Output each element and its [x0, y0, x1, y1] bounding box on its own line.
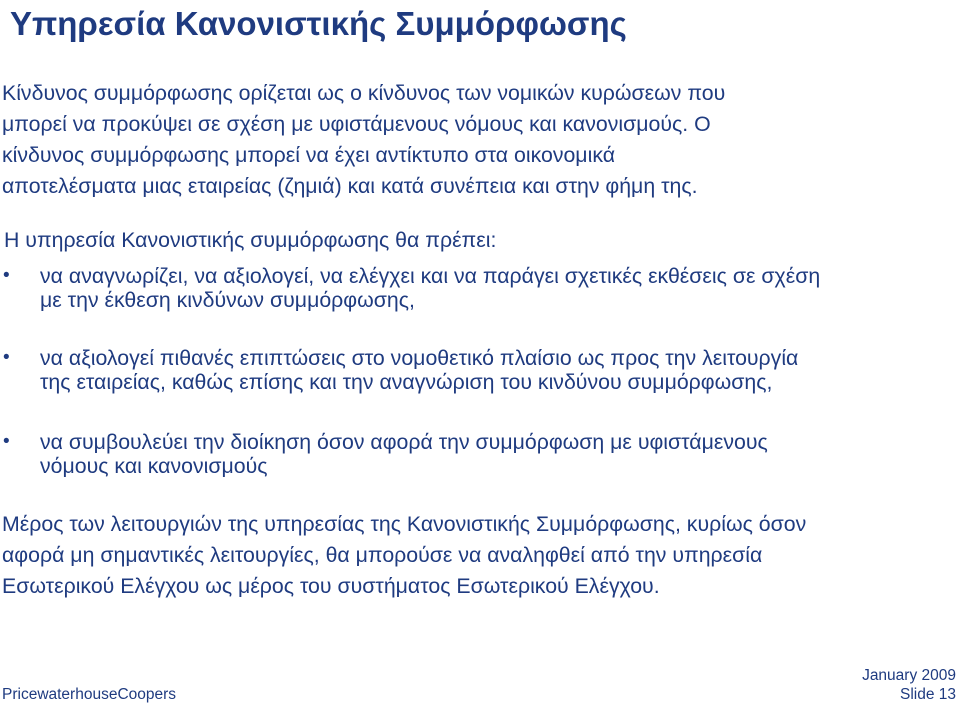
- duty-line: να αναγνωρίζει, να αξιολογεί, να ελέγχει και να παράγει σχετικές εκθέσεις σε σχέση: [40, 264, 821, 288]
- intro-paragraph: [2, 78, 725, 202]
- intro-line: αποτελέσματα μιας εταιρείας (ζημιά) και κατά συνέπεια και στην φήμη της.: [2, 174, 698, 198]
- intro-line: μπορεί να προκύψει σε σχέση με υφιστάμενους νόμους και κανονισμούς. Ο: [2, 112, 711, 136]
- intro-line: κίνδυνος συμμόρφωσης μπορεί να έχει αντίκτυπο στα οικονομικά: [2, 143, 616, 167]
- bullet-dot-icon: •: [3, 431, 10, 452]
- slide-title: Υπηρεσία Κανονιστικής Συμμόρφωσης: [10, 5, 627, 42]
- bullet-dot-icon: •: [3, 347, 10, 368]
- outro-line: αφορά μη σημαντικές λειτουργίες, θα μπορούσε να αναληφθεί από την υπηρεσία: [2, 543, 763, 567]
- footer-slide-number: Slide 13: [899, 686, 956, 703]
- footer-date: January 2009: [862, 667, 956, 684]
- intro-line: Κίνδυνος συμμόρφωσης ορίζεται ως ο κίνδυνος των νομικών κυρώσεων που: [2, 81, 726, 105]
- duty-bullet-text: [40, 264, 820, 312]
- duty-bullet-text: [40, 430, 768, 478]
- duty-line: με την έκθεση κινδύνων συμμόρφωσης,: [40, 288, 415, 312]
- outro-line: Εσωτερικού Ελέγχου ως μέρος του συστήματος Εσωτερικού Ελέγχου.: [2, 574, 660, 598]
- duty-line: της εταιρείας, καθώς επίσης και την αναγνώριση του κινδύνου συμμόρφωσης,: [40, 370, 773, 394]
- duty-line: να αξιολογεί πιθανές επιπτώσεις στο νομοθετικό πλαίσιο ως προς την λειτουργία: [40, 346, 799, 370]
- outro-line: Μέρος των λειτουργιών της υπηρεσίας της Κανονιστικής Συμμόρφωσης, κυρίως όσον: [2, 512, 807, 536]
- duty-bullet-text: [40, 346, 798, 394]
- duties-lead-text: Η υπηρεσία Κανονιστικής συμμόρφωσης θα πρέπει:: [4, 228, 497, 252]
- bullet-dot-icon: •: [3, 265, 10, 286]
- footer-company-name: PricewaterhouseCoopers: [2, 686, 177, 703]
- outro-paragraph: [2, 509, 806, 602]
- duty-line: να συμβουλεύει την διοίκηση όσον αφορά την συμμόρφωση με υφιστάμενους: [40, 430, 768, 454]
- duty-line: νόμους και κανονισμούς: [40, 454, 268, 478]
